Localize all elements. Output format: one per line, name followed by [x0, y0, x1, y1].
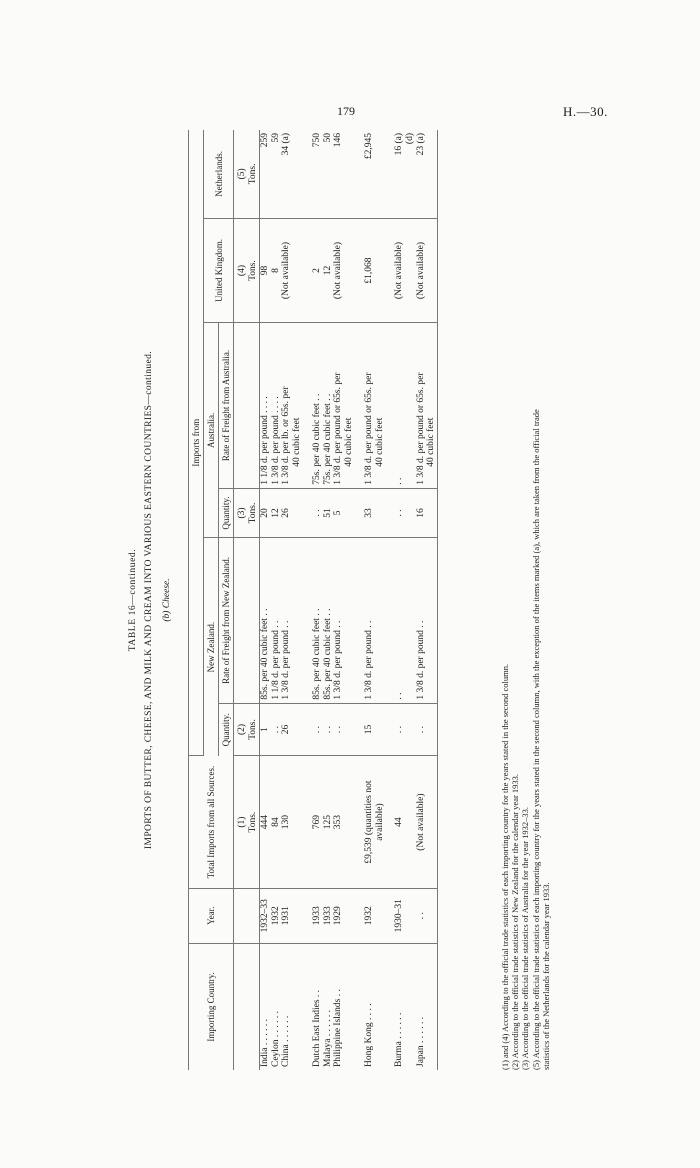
cell-au-qty	[271, 488, 282, 538]
cell-total	[281, 756, 311, 888]
col-nz-quantity: Quantity.	[219, 703, 234, 756]
cell-text: 146	[333, 133, 344, 148]
cell-nl	[271, 130, 282, 218]
cell-au-freight	[271, 323, 282, 488]
cell-text: 1 1/8 d. per pound . . . .	[259, 396, 270, 485]
cell-uk	[323, 218, 334, 323]
cell-text: 1 3/8 d. per lb. or 65s. per	[281, 386, 292, 485]
cell-text: . .	[415, 725, 426, 734]
cell-text-cont: 40 cubic feet	[344, 417, 355, 467]
table-row	[281, 130, 311, 1070]
cell-nz-freight	[271, 538, 282, 703]
cell-nl	[333, 130, 363, 218]
cell-year	[394, 888, 415, 943]
cell-au-qty	[394, 488, 415, 538]
cell-nz-freight	[312, 538, 323, 703]
cell-year	[416, 888, 438, 943]
cell-nz-freight	[394, 538, 415, 703]
unit-total: Tons.	[248, 811, 259, 833]
cell-uk	[259, 218, 270, 323]
cell-nz-freight	[364, 538, 394, 703]
cell-text: £2,945	[363, 133, 374, 160]
cell-text-cont: 40 cubic feet	[374, 417, 385, 467]
cell-year	[323, 888, 334, 943]
footnote: (2) According to the official trade statistics of New Zealand for the calendar year 1933.	[510, 773, 521, 1070]
cell-text: . .	[270, 725, 281, 734]
cell-nz-qty	[364, 703, 394, 756]
cell-country	[333, 943, 363, 1070]
unit-nz: Tons.	[248, 719, 259, 740]
cell-text: 34 (a)	[281, 133, 292, 156]
col-united-kingdom: United Kingdom.	[204, 218, 234, 323]
table-row	[416, 130, 438, 1070]
cell-text: 259	[259, 133, 270, 148]
cell-year	[259, 888, 270, 943]
cell-nz-freight	[416, 538, 438, 703]
cell-text: 1932	[363, 906, 374, 926]
cell-nl	[394, 130, 415, 218]
cell-text: Ceylon . . . . . .	[270, 1011, 281, 1067]
cell-country	[394, 943, 415, 1070]
cell-text: 33	[363, 508, 374, 518]
cell-text-cont: available)	[374, 803, 385, 841]
cell-uk	[333, 218, 363, 323]
cell-text: 1 1/8 d. per pound . .	[270, 620, 281, 700]
cell-au-qty	[312, 488, 323, 538]
unit-uk: Tons.	[248, 260, 259, 281]
cell-year	[364, 888, 394, 943]
cell-country	[312, 943, 323, 1070]
cell-nz-qty	[281, 703, 311, 756]
cell-text: 85s. per 40 cubic feet . .	[322, 608, 333, 700]
col-new-zealand: New Zealand.	[204, 538, 219, 756]
unit-nz-num: (2)	[237, 723, 248, 736]
cell-nz-qty	[333, 703, 363, 756]
table-row	[394, 130, 415, 1070]
cell-country	[416, 943, 438, 1070]
cell-text: . .	[415, 912, 426, 920]
cell-text: 26	[281, 724, 292, 735]
cell-uk	[364, 218, 394, 323]
cell-uk	[416, 218, 438, 323]
unit-au: Tons.	[248, 502, 259, 524]
cell-year	[333, 888, 363, 943]
cell-text: . .	[311, 725, 322, 734]
cell-text: 1930–31	[394, 899, 405, 933]
cell-text-cont: 40 cubic feet	[292, 417, 303, 467]
cell-text: 353	[333, 814, 344, 830]
table-row	[333, 130, 363, 1070]
cell-nz-freight	[323, 538, 334, 703]
cell-au-qty	[333, 488, 363, 538]
cell-au-freight	[312, 323, 323, 488]
cell-text: Burma . . . . . .	[394, 1012, 405, 1067]
cell-nl	[312, 130, 323, 218]
unit-total-num: (1)	[237, 816, 248, 828]
cell-nl	[259, 130, 270, 218]
cell-text: £1,068	[363, 257, 374, 284]
cell-text: 444	[259, 814, 270, 830]
col-au-freight: Rate of Freight from Australia.	[219, 323, 234, 488]
cell-text: 1932	[270, 906, 281, 926]
cell-text: 1931	[281, 906, 292, 926]
col-country: Importing Country.	[189, 943, 234, 1070]
units-row	[234, 130, 259, 1070]
cell-text: 16	[415, 508, 426, 518]
cell-text-cont: 40 cubic feet	[426, 417, 437, 467]
unit-au-num: (3)	[237, 507, 248, 519]
cell-text: 1 3/8 d. per pound . .	[415, 620, 426, 700]
cell-text: 75s. per 40 cubic feet . .	[311, 393, 322, 485]
cell-text: . .	[311, 509, 322, 517]
cell-text: 1	[259, 727, 270, 732]
cell-text: (Not available)	[281, 241, 292, 300]
cell-uk	[394, 218, 415, 323]
cell-text: 59	[270, 133, 281, 143]
table-row	[364, 130, 394, 1070]
footnote: (5) According to the official trade statistics of each importing country for the years stated in the second column, with the exception of the items marked (a), which are taken from the official trade	[530, 409, 541, 1070]
cell-text: 1 3/8 d. per pound . . . .	[270, 396, 281, 485]
cell-text: 1 3/8 d. per pound . .	[333, 620, 344, 700]
cell-text: 1 3/8 d. per pound or 65s. per	[363, 372, 374, 485]
cell-text: 769	[311, 814, 322, 830]
cell-text: Hong Kong . . . .	[363, 1003, 374, 1067]
table-row	[323, 130, 334, 1070]
table-subtitle: (b) Cheese.	[162, 578, 172, 622]
cell-text: 1929	[333, 906, 344, 926]
col-au-quantity: Quantity.	[219, 488, 234, 538]
cell-nl	[416, 130, 438, 218]
cell-text-cont: (d)	[405, 133, 416, 145]
cell-text: 1932–33	[259, 899, 270, 933]
cell-total	[271, 756, 282, 888]
cell-text: China . . . . . .	[281, 1015, 292, 1067]
cell-country	[281, 943, 311, 1070]
cell-text: 5	[333, 510, 344, 516]
cell-nz-qty	[271, 703, 282, 756]
unit-uk-num: (4)	[237, 265, 248, 277]
cell-nl	[281, 130, 311, 218]
cell-text: (Not available)	[415, 241, 426, 300]
cell-nl	[323, 130, 334, 218]
cell-au-qty	[259, 488, 270, 538]
col-nz-freight: Rate of Freight from New Zealand.	[219, 538, 234, 703]
cell-uk	[271, 218, 282, 323]
cell-total	[416, 756, 438, 888]
col-year: Year.	[189, 888, 234, 943]
cell-text: (Not available)	[394, 241, 405, 300]
cell-text: . .	[394, 692, 405, 700]
cell-nz-qty	[259, 703, 270, 756]
cell-text: (Not available)	[415, 793, 426, 851]
cell-year	[271, 888, 282, 943]
cell-text: . .	[394, 509, 405, 517]
cell-text: Philippine Islands . .	[333, 989, 344, 1067]
cell-country	[364, 943, 394, 1070]
cell-text: 750	[311, 133, 322, 148]
cell-text: 85s. per 40 cubic feet . .	[259, 608, 270, 700]
cell-country	[259, 943, 270, 1070]
cell-uk	[281, 218, 311, 323]
rotated-table-block	[128, 120, 568, 1080]
cell-nz-qty	[416, 703, 438, 756]
cell-text: 44	[394, 817, 405, 827]
cell-text: 23 (a)	[415, 133, 426, 156]
table-number: TABLE 16—continued.	[128, 548, 138, 652]
cell-au-freight	[394, 323, 415, 488]
table-title: IMPORTS OF BUTTER, CHEESE, AND MILK AND CREAM INTO VARIOUS EASTERN COUNTRIES—continued.	[144, 350, 154, 850]
cell-total	[259, 756, 270, 888]
page-reference: H.—30.	[563, 104, 608, 119]
cell-text: 1 3/8 d. per pound or 65s. per	[415, 372, 426, 485]
page-number: 179	[337, 104, 355, 118]
table-row	[259, 130, 270, 1070]
footnote: (1) and (4) According to the official trade statistics of each importing country for the years stated in the second column.	[500, 663, 510, 1070]
cell-uk	[312, 218, 323, 323]
cell-au-freight	[416, 323, 438, 488]
cell-text: Malaya . . . . . .	[322, 1010, 333, 1067]
cell-text: 130	[281, 814, 292, 830]
header-row-1	[189, 130, 204, 1070]
cell-au-qty	[281, 488, 311, 538]
cell-total	[333, 756, 363, 888]
cell-nl	[364, 130, 394, 218]
cell-au-qty	[323, 488, 334, 538]
cell-text: 2	[311, 268, 322, 273]
cell-total	[323, 756, 334, 888]
cell-text: 75s. per 40 cubic feet . .	[322, 393, 333, 485]
table-row	[312, 130, 323, 1070]
cell-text: 1 3/8 d. per pound . .	[363, 620, 374, 700]
cell-au-freight	[281, 323, 311, 488]
cell-au-qty	[416, 488, 438, 538]
cell-au-qty	[364, 488, 394, 538]
cell-text: 1 3/8 d. per pound or 65s. per	[333, 372, 344, 485]
cell-text: 84	[270, 817, 281, 827]
cell-au-freight	[259, 323, 270, 488]
cell-nz-freight	[259, 538, 270, 703]
cell-text: Dutch East Indies . .	[311, 989, 322, 1067]
cell-text: 1 3/8 d. per pound . .	[281, 620, 292, 700]
col-netherlands: Netherlands.	[204, 130, 234, 218]
table-row	[271, 130, 282, 1070]
cell-text: 1933	[311, 906, 322, 926]
footnote: statistics of the Netherlands for the calendar year 1933.	[540, 882, 551, 1070]
cell-text: . .	[394, 477, 405, 485]
cell-text: 1933	[322, 906, 333, 926]
unit-nl-num: (5)	[237, 168, 248, 180]
col-total: Total Imports from all Sources.	[189, 756, 234, 888]
cell-text: 85s. per 40 cubic feet . .	[311, 608, 322, 700]
cell-text: 15	[363, 724, 374, 735]
cell-text: 125	[322, 814, 333, 830]
cell-country	[271, 943, 282, 1070]
footnote: (3) According to the official trade statistics of Australia for the year 1932–33.	[520, 806, 531, 1070]
cell-text: 51	[322, 508, 333, 518]
cheese-imports-table	[188, 130, 438, 1070]
cell-total	[364, 756, 394, 888]
cell-year	[281, 888, 311, 943]
cell-text: 12	[322, 265, 333, 276]
cell-text: 26	[281, 508, 292, 518]
cell-text: . .	[394, 725, 405, 734]
cell-text: 98	[259, 265, 270, 276]
cell-total	[312, 756, 323, 888]
cell-nz-qty	[394, 703, 415, 756]
cell-nz-qty	[312, 703, 323, 756]
cell-text: . .	[333, 725, 344, 734]
cell-text: Japan . . . . . .	[415, 1016, 426, 1067]
cell-text: (Not available)	[333, 241, 344, 300]
footnotes	[500, 130, 551, 1070]
cell-text: 8	[270, 268, 281, 273]
cell-text: 50	[322, 133, 333, 143]
cell-country	[323, 943, 334, 1070]
cell-nz-freight	[333, 538, 363, 703]
col-imports-from: Imports from	[189, 130, 204, 756]
cell-year	[312, 888, 323, 943]
cell-text: . .	[322, 725, 333, 734]
cell-text: India . . . . . .	[259, 1018, 270, 1067]
col-australia: Australia.	[204, 323, 219, 538]
cell-au-freight	[364, 323, 394, 488]
cell-nz-qty	[323, 703, 334, 756]
cell-nz-freight	[281, 538, 311, 703]
cell-total	[394, 756, 415, 888]
cell-text: 12	[270, 508, 281, 518]
cell-text: 16 (a)	[394, 133, 405, 156]
cell-au-freight	[333, 323, 363, 488]
cell-au-freight	[323, 323, 334, 488]
cell-text: £9,539 (quantities not	[363, 780, 374, 864]
unit-nl: Tons.	[248, 163, 259, 185]
cell-text: 20	[259, 508, 270, 518]
